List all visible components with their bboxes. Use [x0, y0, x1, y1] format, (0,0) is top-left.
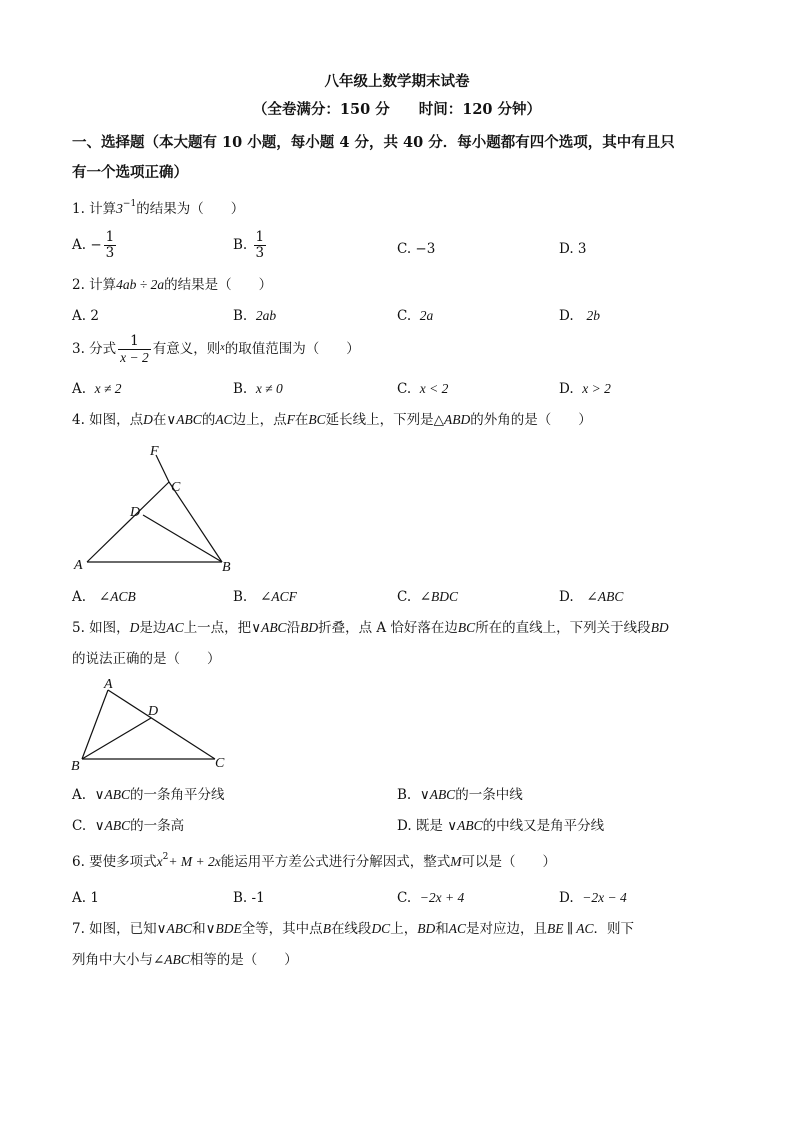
q3-option-a	[72, 380, 122, 398]
q5-a-tri: ∨ABC	[94, 787, 131, 802]
q3-c-label: C.	[397, 381, 412, 397]
question-5-line2: 的说法正确的是（ ）	[72, 651, 221, 667]
q5-b-text: 的一条中线	[455, 787, 523, 803]
q4-p5: 在	[294, 412, 309, 428]
q4-label-d: D	[130, 505, 141, 520]
q3-var: x	[220, 342, 225, 353]
q3-d-label: D.	[559, 381, 574, 397]
q5-figure	[65, 672, 240, 777]
q7-b: B	[322, 921, 331, 936]
q4-label-f: F	[150, 444, 159, 459]
question-4	[72, 411, 592, 429]
q4-p1: 4. 如图，点	[72, 412, 144, 428]
q1-b-label: B.	[233, 237, 248, 253]
question-7	[72, 920, 634, 938]
q1-a-label: A.	[72, 237, 87, 253]
q5-bd: BD	[300, 620, 319, 635]
q4-segment-db	[143, 515, 222, 562]
q2-option-a: A. 2	[72, 308, 99, 324]
q6-pre: 6. 要使多项式	[72, 854, 157, 870]
q4-f: F	[286, 412, 295, 427]
q2-c-val: 2a	[419, 308, 434, 323]
page-title: 八年级上数学期末试卷	[324, 73, 470, 90]
q5-tri: ∨ABC	[251, 620, 287, 635]
q2-option-b	[233, 307, 276, 325]
q5-segment-bd	[82, 718, 151, 759]
q5-c-tri: ∨ABC	[94, 818, 131, 833]
q7-t1: ∨ABC	[156, 921, 193, 936]
q7-p3: 全等，其中点	[241, 921, 323, 937]
q6-d-val: −2x − 4	[582, 890, 627, 905]
q5-label-b: B	[71, 759, 80, 774]
q4-bc: BC	[308, 412, 326, 427]
q5-segment-ba	[82, 690, 108, 759]
q7-ac: AC	[448, 921, 466, 936]
q5-p3: 上一点，把	[183, 620, 252, 636]
q6-d-label: D.	[559, 890, 574, 906]
q1-base: 3	[116, 201, 123, 216]
q1-b-num: 1	[255, 229, 265, 245]
q1-a-fraction	[104, 230, 117, 261]
q4-a-label: A.	[72, 589, 87, 605]
q3-option-d	[559, 380, 611, 398]
q5-option-b	[397, 786, 523, 804]
q6-option-b: B. -1	[233, 890, 265, 906]
q4-segment-ac	[87, 482, 169, 562]
q4-a-val: ∠ACB	[98, 589, 136, 604]
q6-c-label: C.	[397, 890, 412, 906]
q3-a-label: A.	[72, 381, 87, 397]
q2-option-c	[397, 307, 433, 325]
q1-option-a	[72, 230, 118, 261]
q3-c-val: x < 2	[419, 381, 449, 396]
question-2	[72, 276, 272, 294]
q5-ac: AC	[166, 620, 184, 635]
q4-option-c	[397, 588, 458, 606]
q4-tri: ∨ABC	[166, 412, 202, 427]
q6-option-a: A. 1	[72, 890, 99, 906]
q7-p6: 和	[435, 921, 449, 937]
q2-d-label: D.	[559, 308, 574, 324]
q7-bd: BD	[417, 921, 436, 936]
q4-option-b	[233, 588, 297, 606]
q7-p4: 在线段	[330, 921, 372, 937]
q5-label-c: C	[215, 756, 225, 771]
q4-b-label: B.	[233, 589, 248, 605]
q7-parallel: BE ∥ AC	[546, 921, 594, 936]
q2-d-val: 2b	[586, 308, 601, 323]
q4-label-a: A	[74, 558, 83, 573]
q5-a-text: 的一条角平分线	[130, 787, 225, 803]
q1-option-d: D. 3	[559, 241, 587, 257]
q5-d-text: 的中线又是角平分线	[482, 818, 605, 834]
q1-option-b	[233, 230, 268, 261]
q1-exp: −1	[122, 199, 137, 209]
q3-fraction	[118, 334, 151, 365]
q2-option-d	[559, 307, 600, 325]
q4-option-a	[72, 588, 136, 606]
q7-dc: DC	[371, 921, 391, 936]
q3-option-c	[397, 380, 448, 398]
q3-mid: 有意义，则	[152, 341, 221, 357]
q5-c-text: 的一条高	[130, 818, 185, 834]
q1-post: 的结果为（ ）	[136, 201, 245, 217]
q7-t2: ∨BDE	[205, 921, 242, 936]
q6-c-val: −2x + 4	[419, 890, 465, 905]
q3-den: x − 2	[120, 350, 149, 365]
q6-post: 可以是（ ）	[461, 854, 556, 870]
q5-label-a: A	[104, 677, 113, 692]
q5-c-label: C.	[72, 818, 87, 834]
q6-expr: + M + 2x	[168, 854, 221, 869]
q2-expr: 4ab ÷ 2a	[116, 277, 165, 292]
q1-b-den: 3	[255, 245, 265, 261]
q5-p1: 5. 如图，	[72, 620, 130, 636]
q5-d: D	[129, 620, 140, 635]
q4-p4: 边上，点	[232, 412, 287, 428]
q7-p1: 7. 如图，已知	[72, 921, 157, 937]
q5-a-label: A.	[72, 787, 87, 803]
q5-option-c	[72, 817, 184, 835]
q3-a-val: x ≠ 2	[94, 381, 122, 396]
q6-m: M	[450, 854, 462, 869]
q7-angle: ∠ABC	[153, 952, 190, 967]
page-subtitle: （全卷满分：150 分 时间：120 分钟）	[252, 101, 542, 118]
q3-b-label: B.	[233, 381, 248, 397]
q4-p3: 的	[201, 412, 216, 428]
q4-c-label: C.	[397, 589, 412, 605]
q5-bd2: BD	[650, 620, 669, 635]
q3-d-val: x > 2	[582, 381, 611, 396]
q5-d-tri: ∨ABC	[447, 818, 483, 833]
question-7-line2	[72, 951, 298, 969]
q2-pre: 2. 计算	[72, 277, 117, 293]
q4-option-d	[559, 588, 623, 606]
q6-option-d	[559, 889, 627, 907]
q7-p7: 是对应边，且	[465, 921, 547, 937]
q7-line2b: 相等的是（ ）	[189, 952, 298, 968]
question-5	[72, 619, 669, 637]
q4-d-val: ∠ABC	[586, 589, 624, 604]
q3-pre: 3. 分式	[72, 341, 117, 357]
q4-d: D	[143, 412, 153, 427]
q3-post: 的取值范围为（ ）	[224, 341, 360, 357]
q3-option-b	[233, 380, 283, 398]
q5-option-d	[397, 817, 604, 835]
q1-option-c: C. −3	[397, 241, 436, 257]
q3-num: 1	[118, 334, 151, 350]
question-1	[72, 200, 244, 220]
q1-a-num: 1	[105, 229, 115, 245]
q3-b-val: x ≠ 0	[255, 381, 283, 396]
q7-p5: 上，	[390, 921, 418, 937]
section-heading-line1: 一、选择题（本大题有 10 小题，每小题 4 分，共 40 分．每小题都有四个选项，其中有且只	[72, 134, 675, 151]
q7-p2: 和	[192, 921, 206, 937]
q2-post: 的结果是（ ）	[164, 277, 273, 293]
q5-bc: BC	[457, 620, 476, 635]
section-heading-line2: 有一个选项正确）	[72, 164, 188, 181]
q7-p8: ．则下	[593, 921, 634, 937]
q4-ac: AC	[215, 412, 233, 427]
q5-p5: 折叠，点 A 恰好落在边	[318, 620, 458, 636]
q5-d-label: D. 既是	[397, 818, 443, 834]
q4-figure	[60, 435, 260, 580]
q2-c-label: C.	[397, 308, 412, 324]
q5-b-label: B.	[397, 787, 412, 803]
q5-p6: 所在的直线上，下列关于线段	[475, 620, 651, 636]
q5-option-a	[72, 786, 225, 804]
question-3	[72, 334, 360, 365]
q1-b-fraction	[254, 230, 267, 261]
q6-mid: 能运用平方差公式进行分解因式，整式	[220, 854, 451, 870]
question-6	[72, 853, 556, 873]
q4-p2: 在	[152, 412, 167, 428]
q4-abd: △ABD	[433, 412, 471, 427]
q2-b-label: B.	[233, 308, 248, 324]
q4-p6: 延长线上，下列是	[325, 412, 434, 428]
q4-segment-cf	[156, 455, 169, 482]
q5-b-tri: ∨ABC	[419, 787, 456, 802]
q7-line2a: 列角中大小与	[72, 952, 153, 968]
q4-b-val: ∠ACF	[260, 589, 297, 604]
q1-pre: 1. 计算	[72, 201, 117, 217]
q4-label-c: C	[171, 480, 181, 495]
q6-option-c	[397, 889, 464, 907]
q5-label-d: D	[148, 704, 159, 719]
q4-d-label: D.	[559, 589, 574, 605]
q4-p7: 的外角的是（ ）	[470, 412, 592, 428]
q1-a-sign: −	[90, 237, 102, 253]
q5-p4: 沿	[286, 620, 301, 636]
q4-c-val: ∠BDC	[419, 589, 459, 604]
q2-b-val: 2ab	[255, 308, 277, 323]
q6-exp: 2	[162, 852, 169, 862]
q5-segment-ac	[108, 690, 215, 759]
q6-x: x	[156, 854, 163, 869]
q1-a-den: 3	[105, 245, 115, 261]
q4-label-b: B	[222, 560, 231, 575]
q5-p2: 是边	[139, 620, 167, 636]
